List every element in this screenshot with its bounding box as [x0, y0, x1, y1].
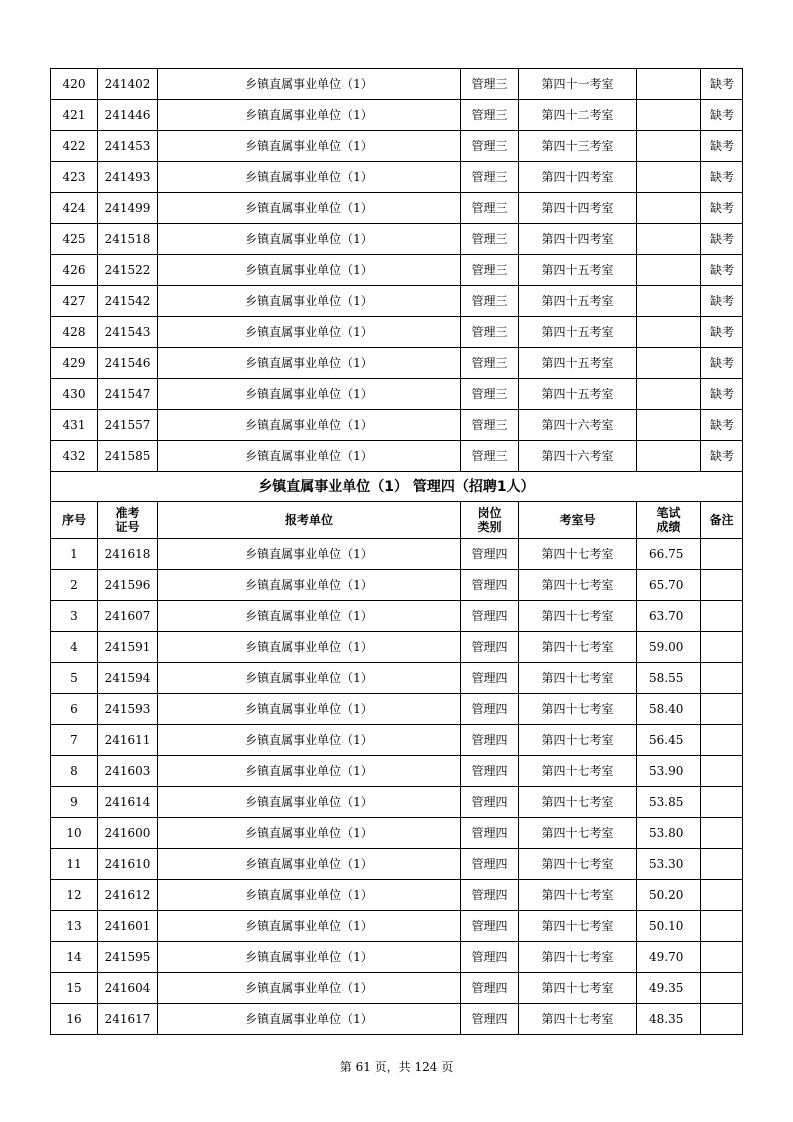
header-id-line2: 证号: [115, 520, 140, 534]
cell-room: 第四十七考室: [519, 1004, 637, 1035]
cell-post-type: 管理三: [461, 348, 519, 379]
cell-unit: 乡镇直属事业单位（1）: [158, 410, 461, 441]
cell-post-type: 管理四: [461, 694, 519, 725]
cell-room: 第四十一考室: [519, 69, 637, 100]
cell-post-type: 管理三: [461, 410, 519, 441]
cell-exam-id: 241518: [98, 224, 158, 255]
cell-note: [701, 818, 743, 849]
cell-score: 66.75: [637, 539, 701, 570]
table-row: [51, 880, 743, 911]
cell-unit: 乡镇直属事业单位（1）: [158, 1004, 461, 1035]
table-row: [51, 818, 743, 849]
header-id: [98, 502, 158, 539]
cell-exam-id: 241610: [98, 849, 158, 880]
cell-seq: 3: [51, 601, 98, 632]
cell-score: 53.90: [637, 756, 701, 787]
table-row: [51, 379, 743, 410]
cell-score: 50.10: [637, 911, 701, 942]
cell-unit: 乡镇直属事业单位（1）: [158, 441, 461, 472]
cell-room: 第四十七考室: [519, 818, 637, 849]
cell-unit: 乡镇直属事业单位（1）: [158, 756, 461, 787]
table-row: [51, 317, 743, 348]
cell-score: 53.30: [637, 849, 701, 880]
cell-unit: 乡镇直属事业单位（1）: [158, 224, 461, 255]
table-row: [51, 224, 743, 255]
cell-room: 第四十五考室: [519, 286, 637, 317]
cell-room: 第四十五考室: [519, 317, 637, 348]
cell-unit: 乡镇直属事业单位（1）: [158, 100, 461, 131]
cell-exam-id: 241547: [98, 379, 158, 410]
cell-exam-id: 241499: [98, 193, 158, 224]
cell-room: 第四十七考室: [519, 601, 637, 632]
cell-post-type: 管理四: [461, 539, 519, 570]
cell-score: 49.70: [637, 942, 701, 973]
cell-seq: 15: [51, 973, 98, 1004]
cell-unit: 乡镇直属事业单位（1）: [158, 601, 461, 632]
cell-seq: 10: [51, 818, 98, 849]
results-table: [50, 68, 743, 1035]
cell-post-type: 管理四: [461, 942, 519, 973]
header-type: [461, 502, 519, 539]
section-block: [51, 472, 743, 539]
cell-post-type: 管理四: [461, 601, 519, 632]
cell-post-type: 管理四: [461, 880, 519, 911]
cell-score: [637, 441, 701, 472]
cell-room: 第四十七考室: [519, 632, 637, 663]
cell-room: 第四十三考室: [519, 131, 637, 162]
cell-room: 第四十七考室: [519, 756, 637, 787]
table-row: [51, 849, 743, 880]
cell-note: [701, 911, 743, 942]
cell-exam-id: 241604: [98, 973, 158, 1004]
cell-post-type: 管理四: [461, 725, 519, 756]
table-row: [51, 787, 743, 818]
cell-unit: 乡镇直属事业单位（1）: [158, 193, 461, 224]
cell-exam-id: 241595: [98, 942, 158, 973]
cell-post-type: 管理三: [461, 441, 519, 472]
cell-note: 缺考: [701, 348, 743, 379]
cell-post-type: 管理三: [461, 224, 519, 255]
cell-unit: 乡镇直属事业单位（1）: [158, 348, 461, 379]
cell-post-type: 管理四: [461, 632, 519, 663]
cell-unit: 乡镇直属事业单位（1）: [158, 694, 461, 725]
cell-seq: 13: [51, 911, 98, 942]
cell-seq: 12: [51, 880, 98, 911]
cell-unit: 乡镇直属事业单位（1）: [158, 255, 461, 286]
cell-unit: 乡镇直属事业单位（1）: [158, 818, 461, 849]
table-row: [51, 632, 743, 663]
table-row: [51, 663, 743, 694]
cell-note: [701, 601, 743, 632]
cell-note: [701, 849, 743, 880]
cell-seq: 2: [51, 570, 98, 601]
cell-score: 56.45: [637, 725, 701, 756]
cell-score: [637, 193, 701, 224]
cell-note: [701, 725, 743, 756]
cell-post-type: 管理四: [461, 1004, 519, 1035]
cell-room: 第四十七考室: [519, 973, 637, 1004]
cell-post-type: 管理三: [461, 162, 519, 193]
cell-post-type: 管理三: [461, 317, 519, 348]
cell-unit: 乡镇直属事业单位（1）: [158, 973, 461, 1004]
cell-exam-id: 241453: [98, 131, 158, 162]
cell-note: [701, 570, 743, 601]
cell-note: 缺考: [701, 379, 743, 410]
header-type-line1: 岗位: [477, 506, 502, 520]
cell-note: [701, 756, 743, 787]
cell-unit: 乡镇直属事业单位（1）: [158, 286, 461, 317]
table-row: [51, 694, 743, 725]
cell-seq: 432: [51, 441, 98, 472]
cell-room: 第四十七考室: [519, 880, 637, 911]
cell-unit: 乡镇直属事业单位（1）: [158, 69, 461, 100]
cell-unit: 乡镇直属事业单位（1）: [158, 162, 461, 193]
cell-exam-id: 241596: [98, 570, 158, 601]
cell-room: 第四十四考室: [519, 162, 637, 193]
cell-unit: 乡镇直属事业单位（1）: [158, 131, 461, 162]
cell-score: 58.55: [637, 663, 701, 694]
cell-post-type: 管理三: [461, 100, 519, 131]
cell-score: [637, 317, 701, 348]
cell-room: 第四十七考室: [519, 725, 637, 756]
cell-score: [637, 255, 701, 286]
header-unit: 报考单位: [158, 502, 461, 539]
section-title-row: [51, 472, 743, 502]
cell-room: 第四十五考室: [519, 379, 637, 410]
cell-unit: 乡镇直属事业单位（1）: [158, 880, 461, 911]
table-row: [51, 348, 743, 379]
cell-score: 53.85: [637, 787, 701, 818]
cell-note: 缺考: [701, 193, 743, 224]
cell-exam-id: 241493: [98, 162, 158, 193]
cell-exam-id: 241593: [98, 694, 158, 725]
cell-exam-id: 241611: [98, 725, 158, 756]
table-row: [51, 539, 743, 570]
cell-post-type: 管理四: [461, 818, 519, 849]
cell-exam-id: 241617: [98, 1004, 158, 1035]
header-score-line1: 笔试: [656, 506, 681, 520]
cell-post-type: 管理四: [461, 911, 519, 942]
cell-unit: 乡镇直属事业单位（1）: [158, 663, 461, 694]
header-row: [51, 502, 743, 539]
table-row: [51, 193, 743, 224]
cell-unit: 乡镇直属事业单位（1）: [158, 317, 461, 348]
cell-score: 58.40: [637, 694, 701, 725]
table-row: [51, 725, 743, 756]
cell-note: 缺考: [701, 317, 743, 348]
cell-post-type: 管理三: [461, 286, 519, 317]
cell-seq: 9: [51, 787, 98, 818]
cell-note: 缺考: [701, 441, 743, 472]
cell-exam-id: 241618: [98, 539, 158, 570]
cell-unit: 乡镇直属事业单位（1）: [158, 379, 461, 410]
cell-note: 缺考: [701, 162, 743, 193]
cell-seq: 1: [51, 539, 98, 570]
table-row: [51, 255, 743, 286]
cell-score: [637, 286, 701, 317]
cell-score: 49.35: [637, 973, 701, 1004]
cell-unit: 乡镇直属事业单位（1）: [158, 632, 461, 663]
cell-room: 第四十七考室: [519, 539, 637, 570]
table-row: [51, 131, 743, 162]
cell-exam-id: 241446: [98, 100, 158, 131]
cell-exam-id: 241402: [98, 69, 158, 100]
cell-room: 第四十四考室: [519, 193, 637, 224]
cell-note: 缺考: [701, 410, 743, 441]
cell-room: 第四十七考室: [519, 942, 637, 973]
cell-exam-id: 241546: [98, 348, 158, 379]
cell-room: 第四十二考室: [519, 100, 637, 131]
cell-room: 第四十七考室: [519, 911, 637, 942]
cell-exam-id: 241585: [98, 441, 158, 472]
cell-exam-id: 241542: [98, 286, 158, 317]
cell-note: 缺考: [701, 255, 743, 286]
cell-seq: 429: [51, 348, 98, 379]
cell-score: 53.80: [637, 818, 701, 849]
cell-seq: 6: [51, 694, 98, 725]
table-row: [51, 570, 743, 601]
table-row: [51, 441, 743, 472]
table-row: [51, 1004, 743, 1035]
cell-seq: 428: [51, 317, 98, 348]
cell-exam-id: 241591: [98, 632, 158, 663]
cell-unit: 乡镇直属事业单位（1）: [158, 911, 461, 942]
cell-room: 第四十七考室: [519, 787, 637, 818]
header-note: 备注: [701, 502, 743, 539]
header-seq: 序号: [51, 502, 98, 539]
table-row: [51, 69, 743, 100]
cell-exam-id: 241557: [98, 410, 158, 441]
cell-post-type: 管理四: [461, 663, 519, 694]
table-row: [51, 286, 743, 317]
cell-room: 第四十四考室: [519, 224, 637, 255]
cell-post-type: 管理三: [461, 255, 519, 286]
header-score: [637, 502, 701, 539]
cell-unit: 乡镇直属事业单位（1）: [158, 942, 461, 973]
section-title: 乡镇直属事业单位（1） 管理四（招聘1人）: [51, 472, 743, 502]
cell-exam-id: 241594: [98, 663, 158, 694]
cell-post-type: 管理四: [461, 787, 519, 818]
cell-post-type: 管理三: [461, 69, 519, 100]
header-score-line2: 成绩: [656, 520, 681, 534]
table-row: [51, 973, 743, 1004]
table-row: [51, 756, 743, 787]
cell-seq: 422: [51, 131, 98, 162]
cell-seq: 14: [51, 942, 98, 973]
cell-seq: 426: [51, 255, 98, 286]
cell-post-type: 管理四: [461, 570, 519, 601]
cell-post-type: 管理三: [461, 131, 519, 162]
cell-seq: 431: [51, 410, 98, 441]
cell-post-type: 管理四: [461, 756, 519, 787]
table-row: [51, 942, 743, 973]
top-rows: [51, 69, 743, 472]
cell-room: 第四十七考室: [519, 694, 637, 725]
cell-exam-id: 241603: [98, 756, 158, 787]
cell-seq: 423: [51, 162, 98, 193]
cell-exam-id: 241612: [98, 880, 158, 911]
cell-score: [637, 162, 701, 193]
cell-seq: 11: [51, 849, 98, 880]
cell-seq: 8: [51, 756, 98, 787]
bottom-rows: [51, 539, 743, 1035]
cell-seq: 7: [51, 725, 98, 756]
cell-room: 第四十六考室: [519, 410, 637, 441]
header-type-line2: 类别: [477, 520, 502, 534]
header-id-line1: 准考: [115, 506, 140, 520]
cell-exam-id: 241600: [98, 818, 158, 849]
table-row: [51, 911, 743, 942]
cell-exam-id: 241601: [98, 911, 158, 942]
table-row: [51, 601, 743, 632]
cell-seq: 425: [51, 224, 98, 255]
cell-note: [701, 973, 743, 1004]
cell-note: 缺考: [701, 286, 743, 317]
cell-seq: 427: [51, 286, 98, 317]
cell-note: [701, 880, 743, 911]
cell-room: 第四十七考室: [519, 663, 637, 694]
cell-score: [637, 100, 701, 131]
cell-exam-id: 241543: [98, 317, 158, 348]
cell-score: [637, 224, 701, 255]
cell-score: [637, 410, 701, 441]
cell-score: 63.70: [637, 601, 701, 632]
cell-score: [637, 379, 701, 410]
cell-score: [637, 131, 701, 162]
cell-score: [637, 348, 701, 379]
cell-score: [637, 69, 701, 100]
table-row: [51, 410, 743, 441]
cell-seq: 5: [51, 663, 98, 694]
cell-note: 缺考: [701, 100, 743, 131]
cell-note: 缺考: [701, 131, 743, 162]
cell-note: [701, 787, 743, 818]
cell-note: [701, 539, 743, 570]
cell-score: 59.00: [637, 632, 701, 663]
cell-post-type: 管理三: [461, 379, 519, 410]
cell-seq: 4: [51, 632, 98, 663]
cell-seq: 420: [51, 69, 98, 100]
cell-seq: 16: [51, 1004, 98, 1035]
cell-room: 第四十五考室: [519, 348, 637, 379]
cell-room: 第四十七考室: [519, 570, 637, 601]
cell-note: [701, 663, 743, 694]
cell-note: [701, 942, 743, 973]
cell-unit: 乡镇直属事业单位（1）: [158, 539, 461, 570]
cell-unit: 乡镇直属事业单位（1）: [158, 787, 461, 818]
cell-room: 第四十六考室: [519, 441, 637, 472]
cell-unit: 乡镇直属事业单位（1）: [158, 849, 461, 880]
cell-seq: 421: [51, 100, 98, 131]
cell-exam-id: 241614: [98, 787, 158, 818]
page-footer: 第 61 页，共 124 页: [339, 1060, 454, 1074]
cell-unit: 乡镇直属事业单位（1）: [158, 725, 461, 756]
table-row: [51, 162, 743, 193]
cell-room: 第四十五考室: [519, 255, 637, 286]
cell-post-type: 管理三: [461, 193, 519, 224]
cell-score: 50.20: [637, 880, 701, 911]
cell-note: 缺考: [701, 224, 743, 255]
cell-score: 65.70: [637, 570, 701, 601]
table-row: [51, 100, 743, 131]
cell-score: 48.35: [637, 1004, 701, 1035]
cell-exam-id: 241607: [98, 601, 158, 632]
cell-seq: 424: [51, 193, 98, 224]
cell-post-type: 管理四: [461, 973, 519, 1004]
cell-exam-id: 241522: [98, 255, 158, 286]
header-room: 考室号: [519, 502, 637, 539]
cell-note: 缺考: [701, 69, 743, 100]
cell-note: [701, 694, 743, 725]
cell-post-type: 管理四: [461, 849, 519, 880]
cell-note: [701, 632, 743, 663]
cell-unit: 乡镇直属事业单位（1）: [158, 570, 461, 601]
cell-note: [701, 1004, 743, 1035]
cell-room: 第四十七考室: [519, 849, 637, 880]
cell-seq: 430: [51, 379, 98, 410]
